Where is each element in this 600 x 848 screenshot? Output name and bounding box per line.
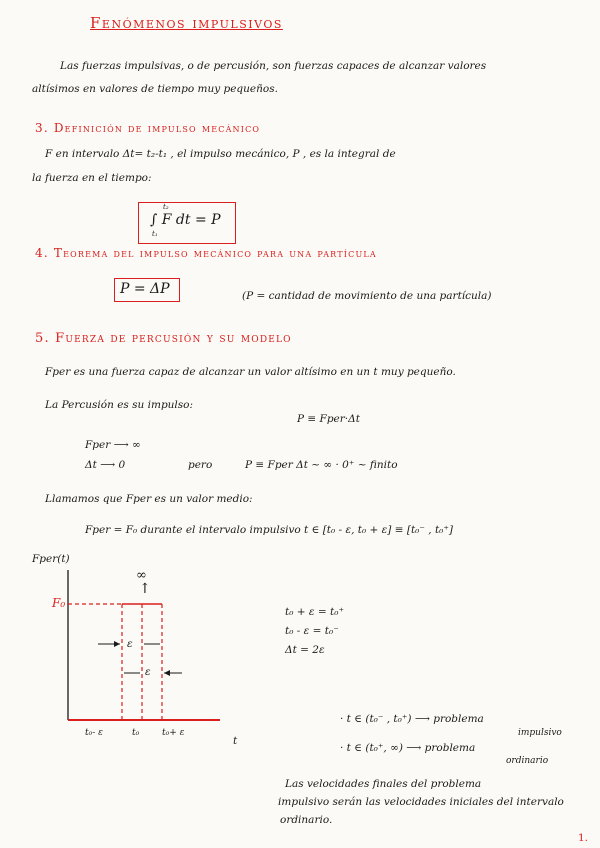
percussion-finite: P ≡ Fper Δt ~ ∞ · 0⁺ ~ finito [245,459,398,471]
section-4-heading: 4. Teorema del impulso mecánico para una partícula [35,246,377,260]
relation-t0-minus: t₀ - ε = t₀⁻ [285,625,339,637]
mean-value-line: Llamamos que Fper es un valor medio: [45,493,253,505]
relation-dt: Δt = 2ε [285,644,325,656]
closing-line-2: impulsivo serán las velocidades iniciales del intervalo [278,796,564,808]
f0-label: F₀ [52,596,66,610]
eps1-left-arrowhead [114,641,120,647]
problem-ordinary: · t ∈ (t₀⁺, ∞) ⟶ problema [340,742,476,754]
fper-definition: Fper es una fuerza capaz de alcanzar un valor altísimo en un t muy pequeño. [45,366,456,378]
intro-line-2: altísimos en valores de tiempo muy pequeños. [32,83,278,95]
impulse-formula: ∫ F dt = P [150,212,221,228]
intro-line-1: Las fuerzas impulsivas, o de percusión, son fuerzas capaces de alcanzar valores [60,60,487,72]
theorem-formula: P = ΔP [120,281,170,297]
fper-limit: Fper ⟶ ∞ [85,439,141,451]
section-3-heading: 3. Definición de impulso mecánico [35,121,261,135]
momentum-note: (P = cantidad de movimiento de una partícula) [242,290,492,302]
infinity-arrow: ↑ [139,581,151,597]
relation-t0-plus: t₀ + ε = t₀⁺ [285,606,344,618]
graph-y-label: Fper(t) [32,553,70,565]
tick-t0: t₀ [132,728,140,738]
integral-upper-limit: t₂ [163,203,169,211]
dt-limit: Δt ⟶ 0 [85,459,126,471]
epsilon-label-1: ε [127,638,133,650]
percussion-is-impulse: La Percusión es su impulso: [45,399,194,411]
problem-impulsive-word: impulsivo [518,728,562,738]
section-5-heading: 5. Fuerza de percusión y su modelo [35,331,292,346]
impulsive-interval-line: Fper = F₀ durante el intervalo impulsivo t ∈ [t₀ - ε, t₀ + ε] ≡ [t₀⁻ , t₀⁺] [85,524,454,536]
tick-t0-minus-eps: t₀- ε [85,728,103,738]
problem-impulsive: · t ∈ (t₀⁻ , t₀⁺) ⟶ problema [340,713,484,725]
tick-t0-plus-eps: t₀+ ε [162,728,185,738]
section-3-line-2: la fuerza en el tiempo: [32,172,152,184]
closing-line-1: Las velocidades finales del problema [285,778,482,790]
pero-word: pero [188,459,213,471]
section-3-line-1: F en intervalo Δt= t₂-t₁ , el impulso mecánico, P , es la integral de [45,148,396,160]
percussion-formula: P ≡ Fper·Δt [297,413,360,425]
closing-line-3: ordinario. [280,814,333,826]
eps2-right-arrowhead [164,670,170,676]
page-title: Fenómenos impulsivos [90,14,283,32]
epsilon-label-2: ε [145,666,151,678]
page-number: 1. [578,832,589,844]
integral-lower-limit: t₁ [152,230,158,238]
problem-ordinary-word: ordinario [506,756,549,766]
infinity-label: ∞ [136,568,147,583]
graph-x-label: t [233,735,238,747]
